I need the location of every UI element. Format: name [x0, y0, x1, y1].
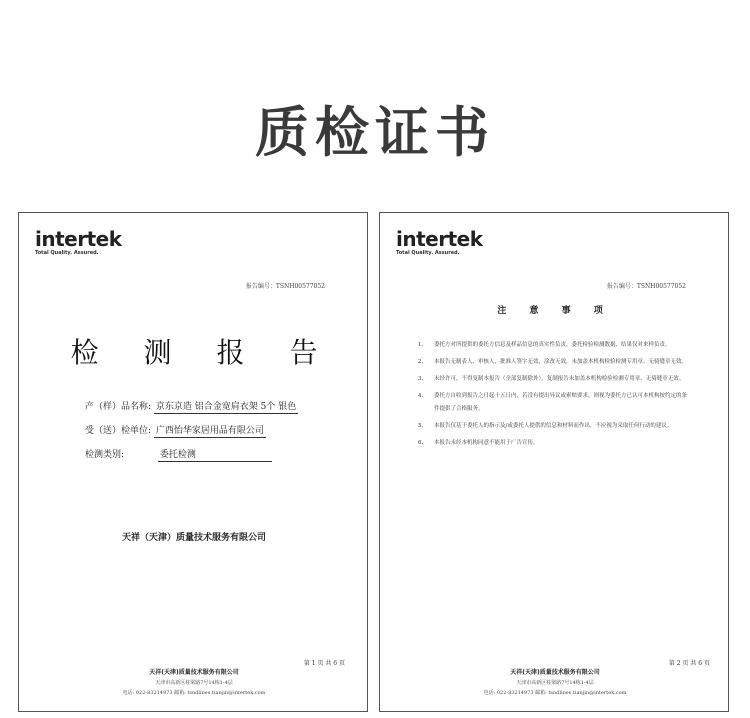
footer-company: 天祥(天津)质量技术服务有限公司: [510, 669, 600, 676]
logo-tagline: Total Quality. Assured.: [396, 250, 460, 256]
field-value: 广西怡华家居用品有限公司: [154, 423, 266, 438]
footer-address: 天津市高新区柱梁路7号14栋1-4层: [516, 680, 594, 686]
footer-company: 天祥(天津)质量技术服务有限公司: [149, 669, 239, 676]
intertek-logo: [35, 229, 122, 256]
field-value: 委托检测: [158, 447, 272, 462]
intertek-logo: [396, 229, 483, 256]
page-number: 第 2 页 共 6 页: [668, 660, 710, 667]
list-item: 4、 委托方自收到报告之日起十五日内，若没有提出异议或索赔要求，则视为委托方已认可本机构按约定的条件提供了合格服务。: [418, 393, 688, 412]
client-unit-field: [85, 423, 266, 438]
footer-contact: 电话: 022-83214973 邮箱: tsndlines.tianjin@intertek.com: [483, 690, 627, 696]
report-cover-page: [18, 212, 368, 712]
field-label: 受（送）检单位:: [85, 426, 152, 436]
report-number: 报告编号：TSNH00577052: [606, 283, 686, 290]
list-item: 2、 本报告无制表人、审核人、批准人签字无效，涂改无效，未加盖本机构检验检测专用章、无骑缝章无效。: [418, 359, 688, 365]
logo-wordmark: intertek: [35, 227, 122, 251]
product-name-field: [85, 399, 298, 414]
list-item: 3、 未经许可，不得复制本报告（全部复制除外），复制报告未加盖本机构检验检测专用章、无骑缝章无效。: [418, 376, 685, 382]
report-title: 检 测 报 告: [70, 336, 336, 369]
report-number: 报告编号：TSNH00577052: [245, 283, 325, 290]
field-label: 产（样）品名称:: [85, 402, 152, 412]
footer-address: 天津市高新区柱梁路7号14栋1-4层: [155, 680, 233, 686]
page-number: 第 1 页 共 6 页: [303, 660, 345, 667]
list-item: 5、 本报告仅基于委托人的指示及/或委托人提供的信息和材料而作出，不应视为采取任何行动的建议。: [418, 423, 673, 429]
page-title: 质检证书: [255, 101, 495, 164]
logo-wordmark: intertek: [396, 227, 483, 251]
page-footer: [19, 667, 369, 696]
notice-list: [418, 339, 690, 454]
list-item: 6、 本报告未经本机构同意不能用于广告宣传。: [418, 440, 539, 446]
list-item: 1、 委托方对所提供的委托方信息及样品信息的真实性负责，委托检验检测数据、结果仅对来样负责。: [418, 342, 671, 348]
logo-tagline: Total Quality. Assured.: [35, 250, 99, 256]
company-name: 天祥（天津）质量技术服务有限公司: [121, 533, 266, 543]
page-footer: [380, 667, 730, 696]
field-value: 京东京造 铝合金宽肩衣架 5个 银色: [154, 399, 298, 414]
footer-contact: 电话: 022-83214973 邮箱: tsndlines.tianjin@intertek.com: [122, 690, 266, 696]
test-category-field: [85, 447, 272, 462]
notice-page: [379, 212, 729, 712]
notice-title: 注 意 事 项: [497, 306, 613, 316]
field-label: 检测类别:: [85, 450, 125, 460]
